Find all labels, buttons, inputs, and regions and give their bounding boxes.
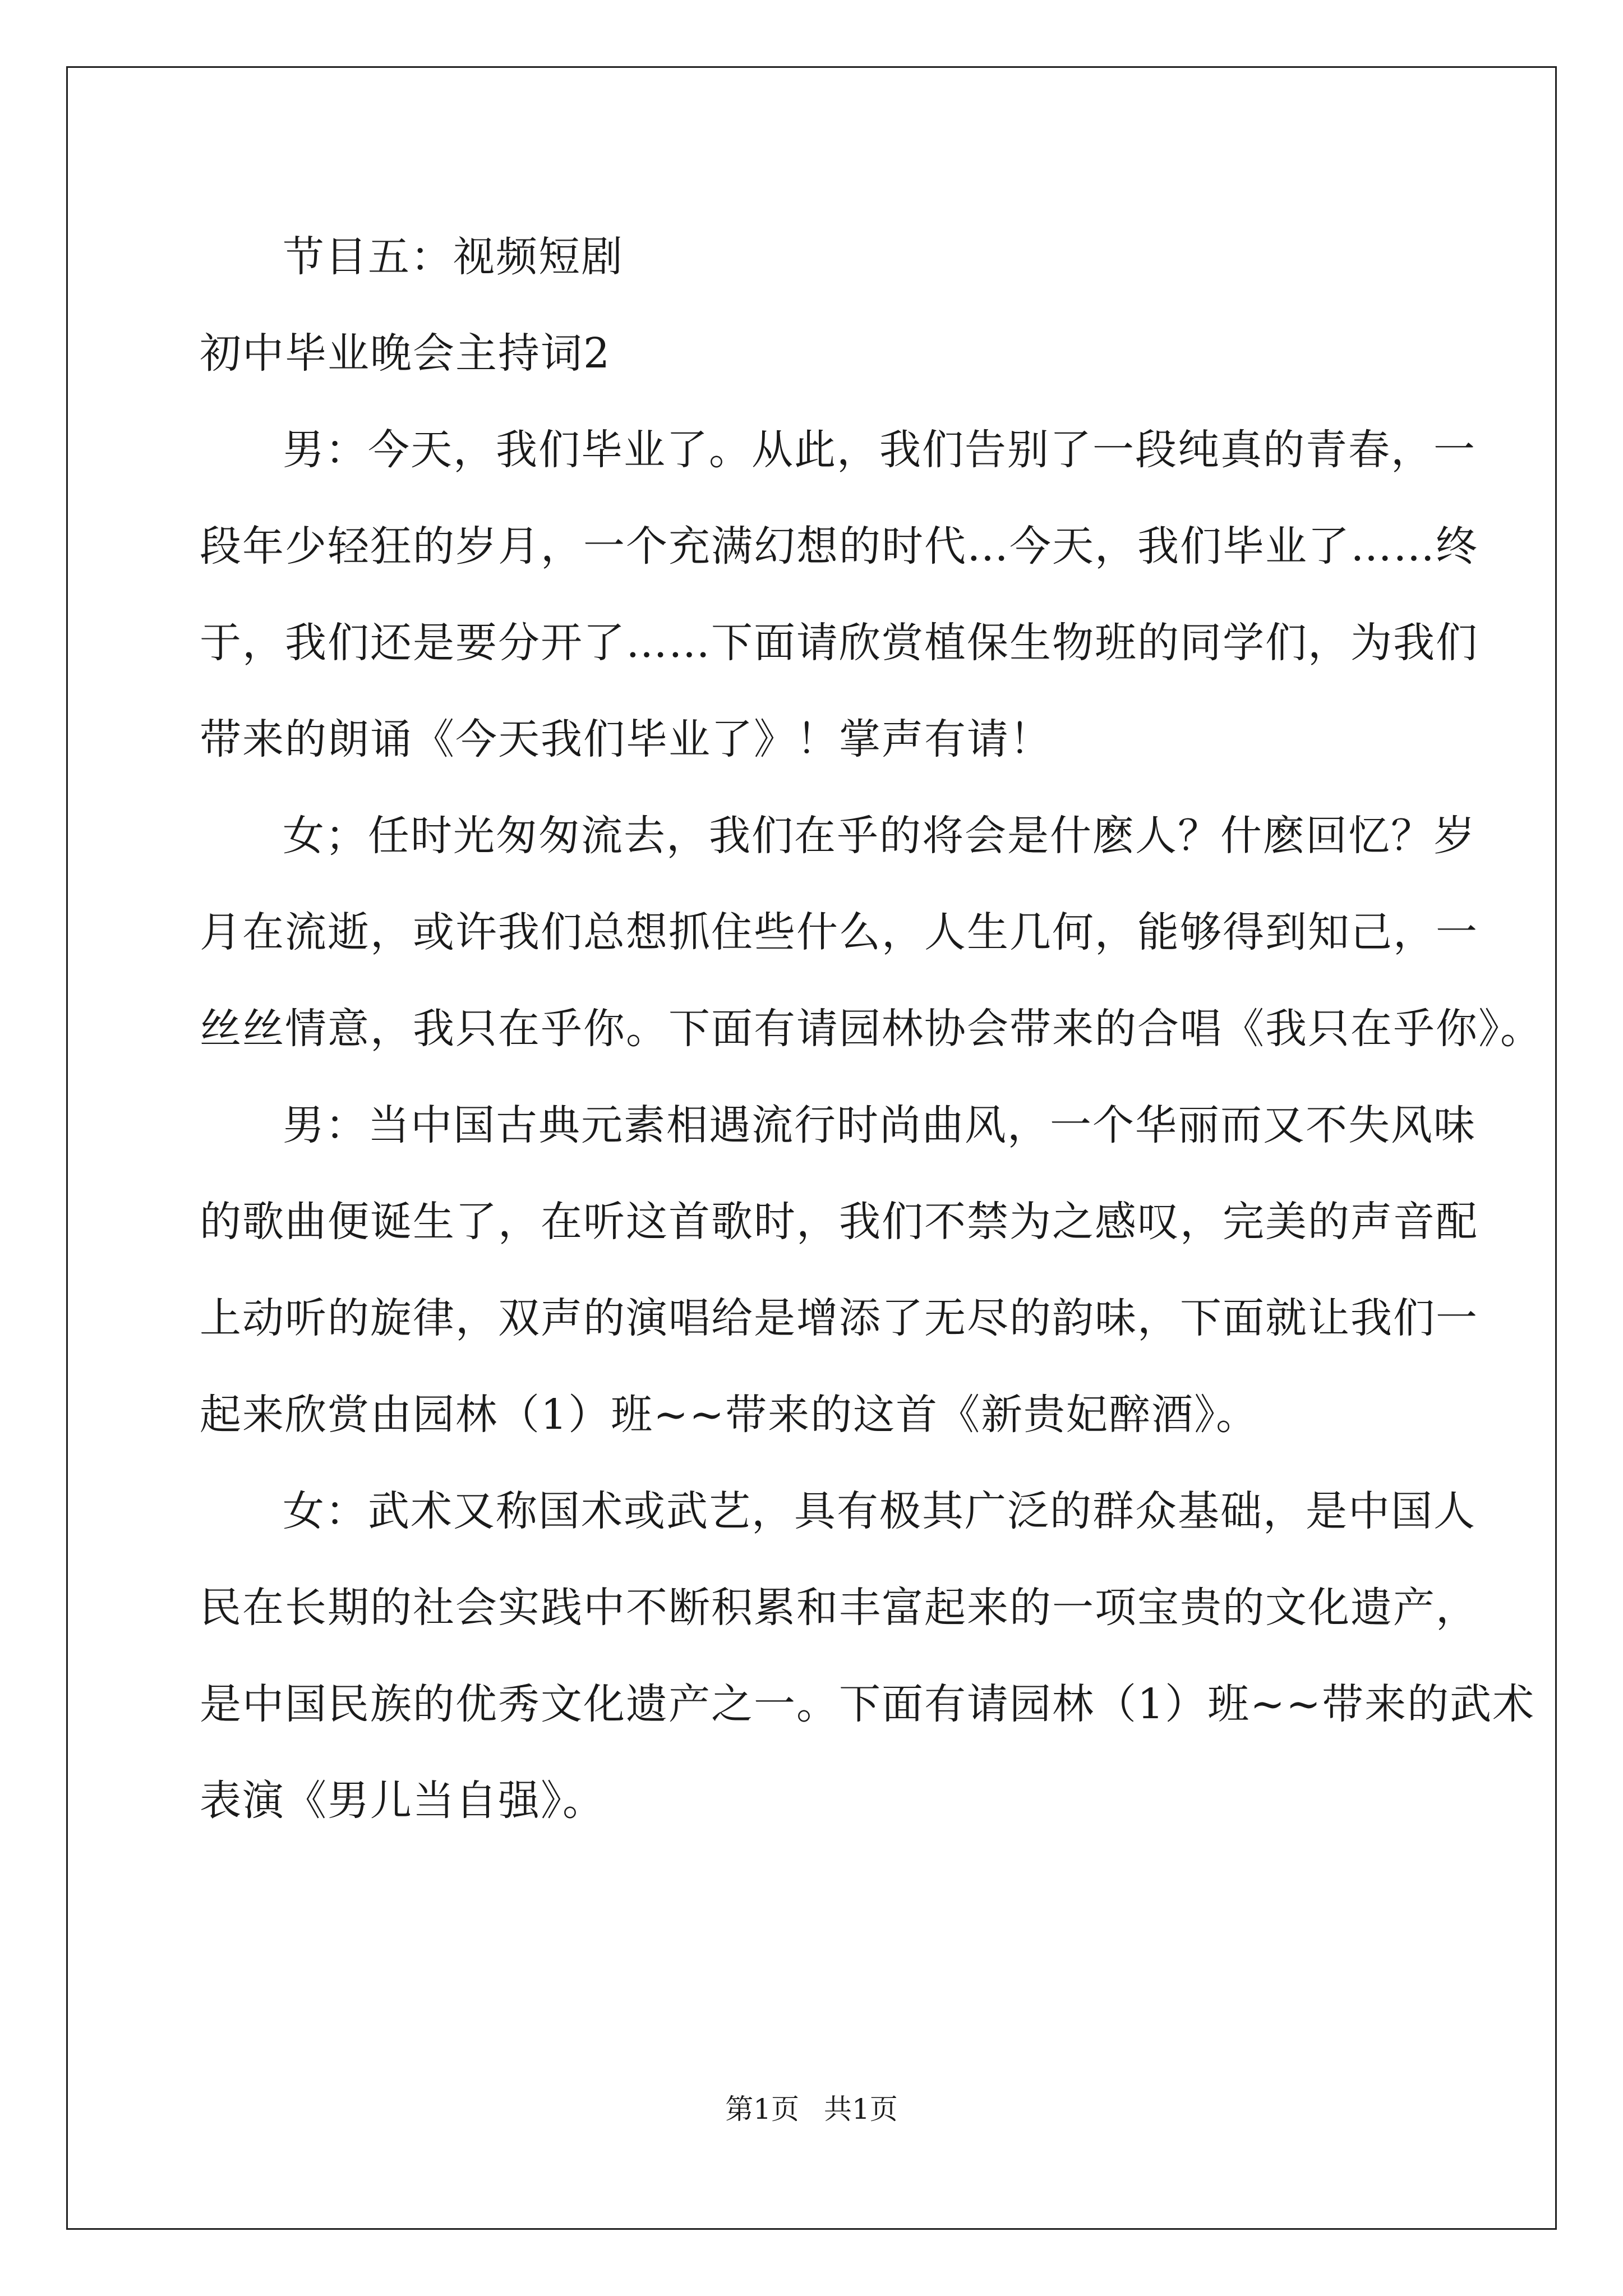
paragraph-line: 的歌曲便诞生了，在听这首歌时，我们不禁为之感叹，完美的声音配: [200, 1198, 1478, 1246]
paragraph-line: 带来的朗诵《今天我们毕业了》！掌声有请！: [200, 715, 1052, 763]
program-heading: 节目五：视频短剧: [283, 233, 624, 281]
paragraph-line: 起来欣赏由园林（1）班~~带来的这首《新贵妃醉酒》。: [200, 1391, 1259, 1439]
section-title: 初中毕业晚会主持词2: [200, 329, 611, 378]
paragraph-line: 男：今天，我们毕业了。从此，我们告别了一段纯真的青春，一: [283, 426, 1476, 474]
paragraph-line: 上动听的旋律，双声的演唱给是增添了无尽的韵味，下面就让我们一: [200, 1294, 1478, 1342]
paragraph-line: 月在流逝，或许我们总想抓住些什么，人生几何，能够得到知己，一: [200, 908, 1478, 956]
page-footer: [0, 2092, 1623, 2126]
paragraph-1: [200, 402, 1478, 788]
page-total: 共1页: [824, 2093, 898, 2125]
paragraph-2: [200, 788, 1543, 1077]
paragraph-line: 段年少轻狂的岁月，一个充满幻想的时代…今天，我们毕业了……终: [200, 522, 1478, 570]
paragraph-line: 女；任时光匆匆流去，我们在乎的将会是什麽人？什麽回忆？岁: [283, 812, 1476, 860]
paragraph-line: 表演《男儿当自强》。: [200, 1777, 605, 1825]
paragraph-line: 是中国民族的优秀文化遗产之一。下面有请园林（1）班~~带来的武术: [200, 1680, 1536, 1728]
paragraph-line: 丝丝情意，我只在乎你。下面有请园林协会带来的合唱《我只在乎你》。: [200, 1005, 1543, 1053]
paragraph-3: [200, 1077, 1478, 1463]
page-number: 第1页: [725, 2093, 799, 2125]
paragraph-line: 于，我们还是要分开了……下面请欣赏植保生物班的同学们，为我们: [200, 619, 1478, 667]
document-body: [200, 209, 1543, 1849]
paragraph-line: 男：当中国古典元素相遇流行时尚曲风，一个华丽而又不失风味: [283, 1101, 1476, 1149]
paragraph-line: 女：武术又称国术或武艺，具有极其广泛的群众基础，是中国人: [283, 1487, 1476, 1535]
paragraph-line: 民在长期的社会实践中不断积累和丰富起来的一项宝贵的文化遗产，: [200, 1584, 1478, 1632]
paragraph-4: [200, 1463, 1536, 1849]
